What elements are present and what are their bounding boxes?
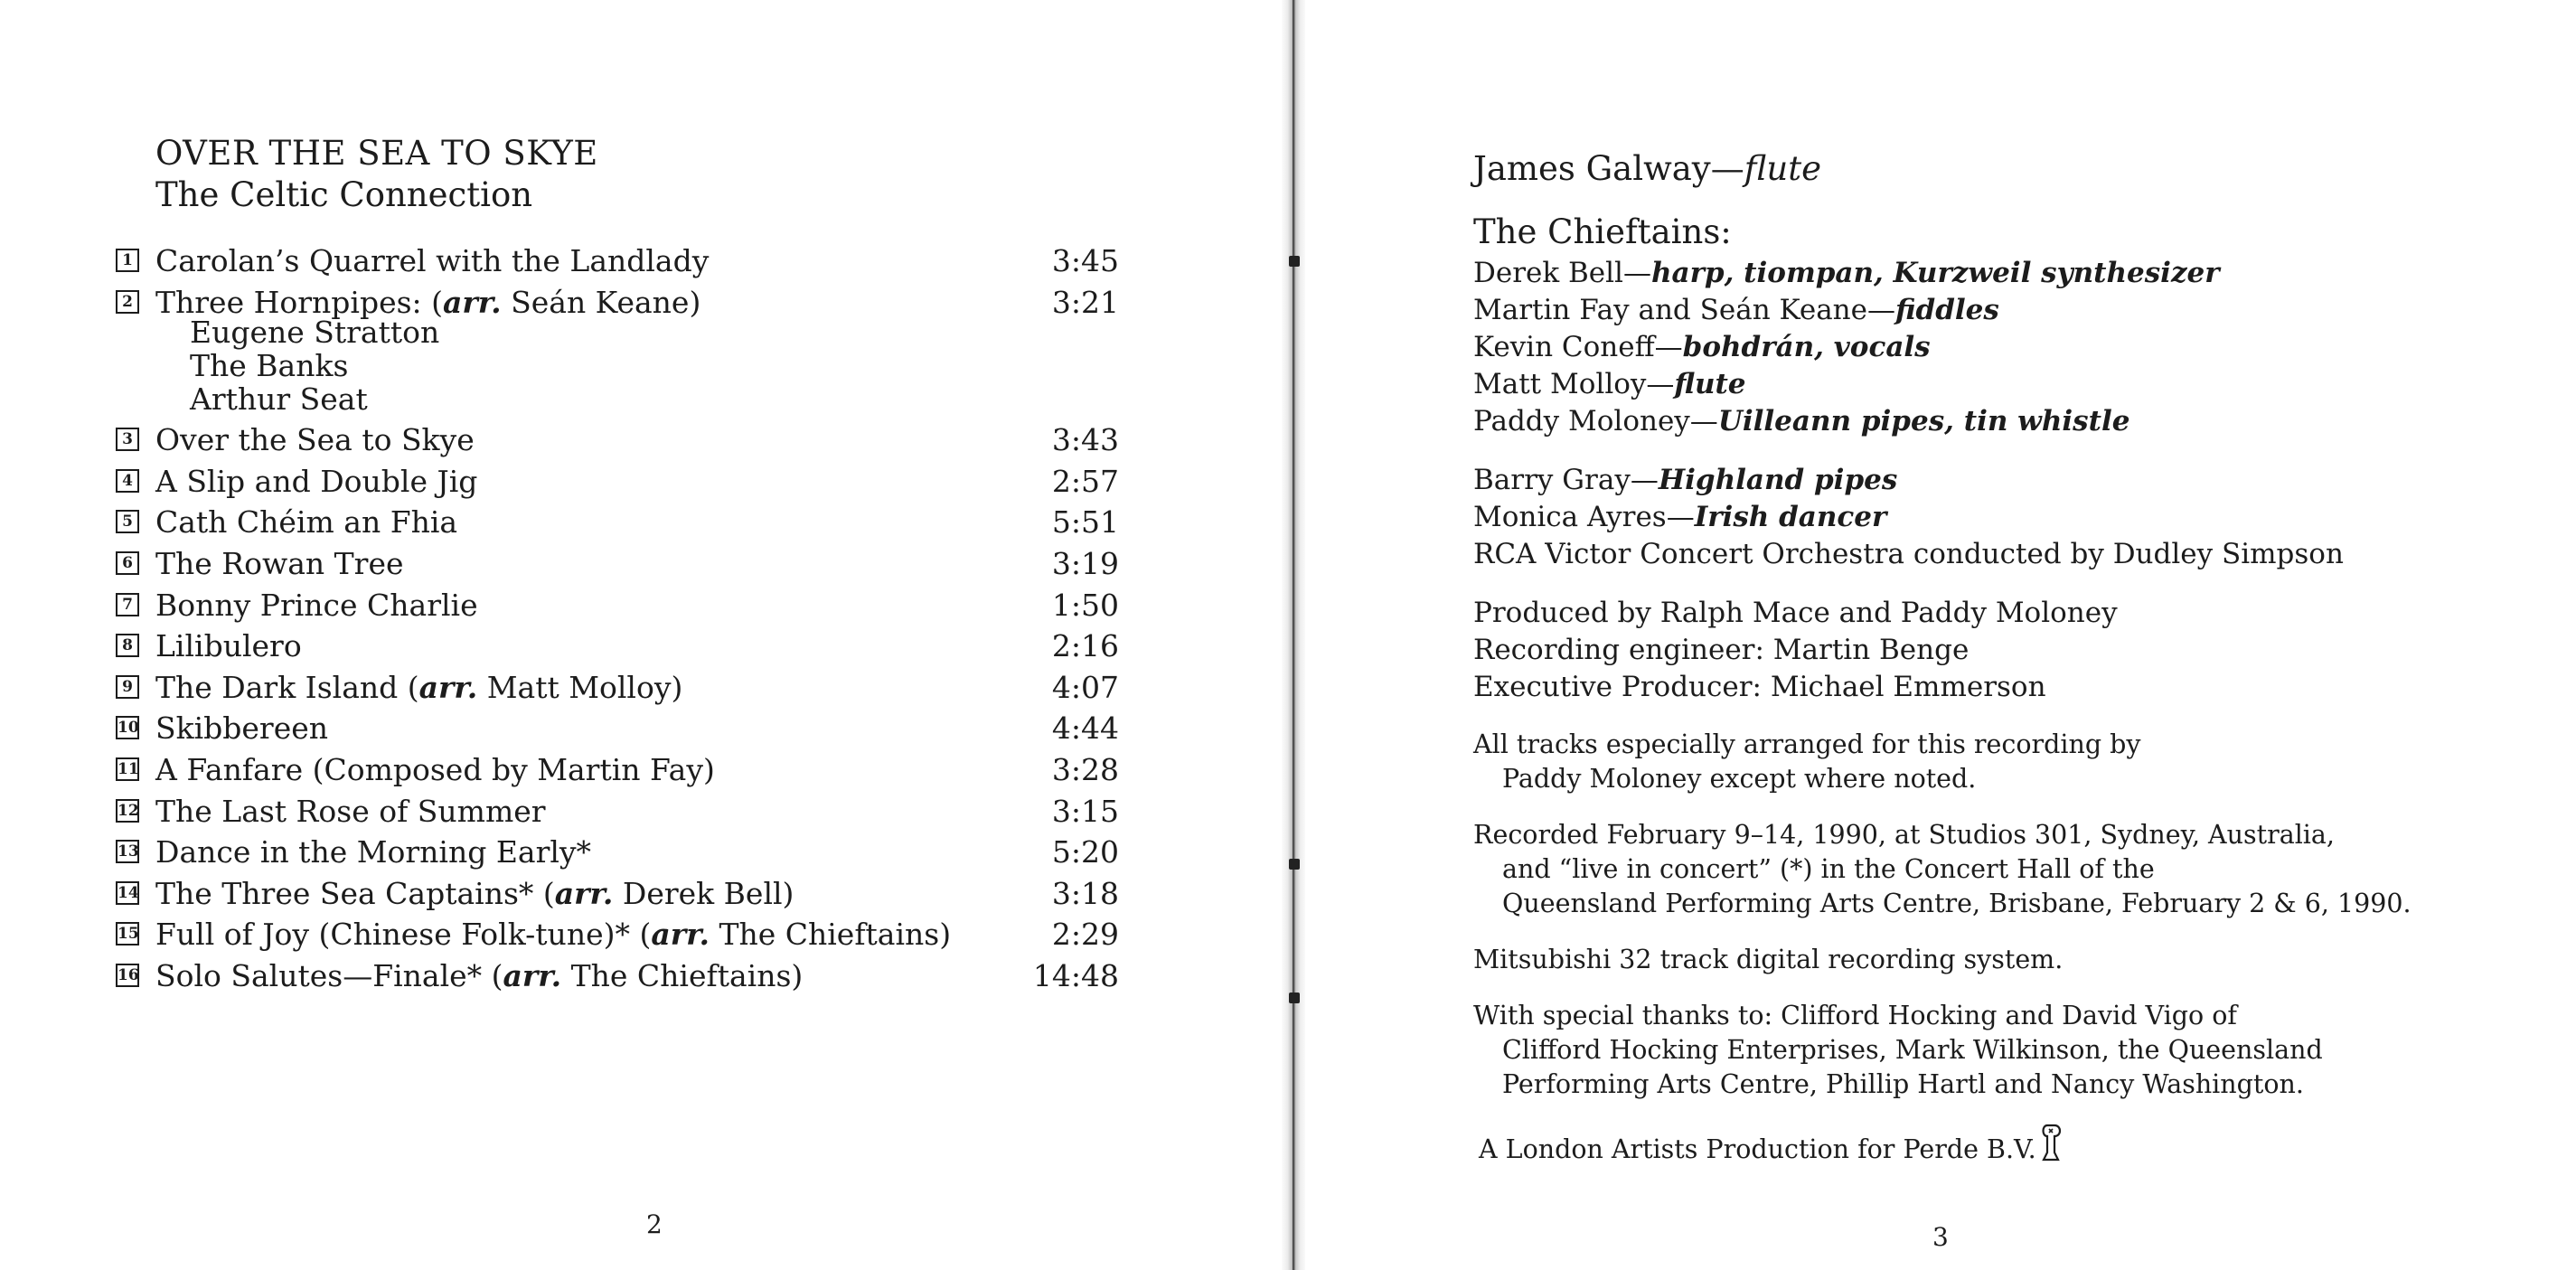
track-row (116, 626, 1119, 667)
production-credit-text: A London Artists Production for Perde B.V. (1479, 1134, 2036, 1164)
credits (1473, 146, 2522, 1171)
track-title (155, 667, 682, 709)
staple (1289, 992, 1300, 1003)
track-number: 14 (116, 881, 139, 905)
track-row (116, 667, 1119, 709)
track-row (116, 708, 1119, 749)
performer-name: Paddy Moloney— (1473, 405, 1718, 437)
track-row (116, 502, 1119, 543)
track-title (155, 832, 591, 873)
track-duration: 1:50 (1051, 587, 1119, 623)
track-number: 13 (116, 840, 139, 863)
member-credit (1473, 292, 2522, 329)
production-line: Recording engineer: Martin Benge (1473, 634, 1970, 666)
guest-list (1473, 462, 2522, 573)
track-duration: 3:45 (1051, 243, 1119, 278)
group-heading: The Chieftains: (1473, 212, 1732, 251)
track-title (155, 461, 477, 503)
track-row (116, 585, 1119, 626)
track-duration: 2:16 (1051, 628, 1119, 664)
title-text: The Three Sea Captains* ( (155, 875, 555, 911)
performer-name: Martin Fay and Seán Keane— (1473, 294, 1895, 326)
production-credits (1473, 595, 2522, 706)
title-text: Three Hornpipes: ( (155, 284, 444, 320)
title-text: A Fanfare (Composed by Martin Fay) (155, 751, 715, 787)
track-list (116, 240, 1119, 997)
track-number: 16 (116, 964, 139, 987)
track-number: 10 (116, 716, 139, 739)
performer-role: harp, tiompan, Kurzweil synthesizer (1650, 257, 2220, 289)
page-number: 2 (646, 1209, 663, 1239)
title-text: Skibbereen (155, 710, 329, 747)
recording-note (1473, 818, 2522, 921)
track-duration: 4:07 (1051, 669, 1119, 705)
track-title (155, 955, 803, 997)
subtune-list (116, 315, 1119, 416)
system-note (1473, 943, 2522, 977)
title-text: The Chieftains) (561, 957, 804, 993)
track-duration: 3:18 (1051, 875, 1119, 911)
member-credit (1473, 329, 2522, 366)
performer-name: Derek Bell— (1473, 257, 1651, 289)
note-line: Mitsubishi 32 track digital recording system. (1473, 945, 2064, 974)
performer-role: Uilleann pipes, tin whistle (1717, 405, 2130, 437)
title-text: A Slip and Double Jig (155, 463, 478, 499)
title-text: Full of Joy (Chinese Folk-tune)* ( (155, 917, 652, 953)
subtune-title: Eugene Stratton (190, 315, 440, 351)
album-subtitle: The Celtic Connection (155, 175, 533, 214)
track-row (116, 955, 1119, 997)
track-title (155, 708, 328, 749)
track-number: 9 (116, 675, 139, 699)
note-line: With special thanks to: Clifford Hocking and David Vigo of (1473, 1001, 2237, 1030)
title-text: The Dark Island ( (155, 669, 419, 705)
performer-role: flute (1744, 149, 1821, 188)
thanks-note (1473, 999, 2522, 1102)
track-row (116, 282, 1119, 324)
track-row (116, 873, 1119, 915)
track-duration: 3:19 (1051, 545, 1119, 581)
note-line: Performing Arts Centre, Phillip Hartl and Nancy Washington. (1502, 1069, 2304, 1099)
track-number: 7 (116, 593, 139, 616)
track-title (155, 791, 546, 833)
performer-role: flute (1674, 368, 1746, 400)
title-text: Cath Chéim an Fhia (155, 504, 458, 541)
track-duration: 3:21 (1051, 284, 1119, 320)
title-text: Lilibulero (155, 628, 302, 664)
track-title (155, 873, 794, 915)
performer-name: James Galway— (1473, 149, 1744, 188)
perde-logo-icon (2040, 1124, 2064, 1171)
production-line: Produced by Ralph Mace and Paddy Moloney (1473, 597, 2118, 629)
production-credit (1473, 1124, 2522, 1171)
track-duration: 2:57 (1051, 463, 1119, 499)
track-number: 5 (116, 510, 139, 533)
member-credit (1473, 366, 2522, 403)
track-duration: 3:28 (1051, 751, 1119, 787)
track-number: 1 (116, 249, 139, 272)
title-text: Seán Keane) (501, 284, 701, 320)
title-text: Matt Molloy) (477, 669, 683, 705)
note-line: and “live in concert” (*) in the Concert Hall of the (1502, 854, 2155, 884)
track-duration: 3:43 (1051, 422, 1119, 458)
track-duration: 4:44 (1051, 710, 1119, 747)
track-duration: 3:15 (1051, 793, 1119, 829)
lead-performer (1473, 146, 2522, 192)
title-text: The Last Rose of Summer (155, 793, 546, 829)
track-duration: 5:51 (1051, 504, 1119, 541)
performer-role: fiddles (1894, 294, 1999, 326)
track-row (116, 749, 1119, 791)
track-title (155, 543, 404, 585)
track-title (155, 626, 302, 667)
title-text: Derek Bell) (613, 875, 794, 911)
track-number: 12 (116, 799, 139, 823)
track-title (155, 419, 475, 461)
performer-name: RCA Victor Concert Orchestra conducted by Dudley Simpson (1473, 538, 2344, 570)
track-number: 2 (116, 290, 139, 314)
member-credit (1473, 255, 2522, 292)
arrangement-note (1473, 728, 2522, 796)
title-text: The Chieftains) (709, 917, 952, 953)
performer-name: Kevin Coneff— (1473, 331, 1683, 363)
track-number: 11 (116, 757, 139, 781)
member-list (1473, 255, 2522, 440)
note-line: All tracks especially arranged for this recording by (1473, 729, 2141, 759)
track-title (155, 914, 951, 955)
title-text: Bonny Prince Charlie (155, 587, 478, 623)
track-duration: 2:29 (1051, 917, 1119, 953)
booklet-spine (1282, 0, 1305, 1270)
page-number: 3 (1932, 1222, 1949, 1252)
guest-credit (1473, 499, 2522, 536)
track-title (155, 749, 715, 791)
performer-name: Matt Molloy— (1473, 368, 1675, 400)
track-number: 4 (116, 469, 139, 493)
subtune-title: Arthur Seat (190, 381, 368, 418)
album-title: OVER THE SEA TO SKYE (155, 134, 598, 173)
track-row (116, 914, 1119, 955)
track-number: 15 (116, 922, 139, 945)
staple (1289, 256, 1300, 267)
performer-name: Monica Ayres— (1473, 501, 1695, 533)
track-duration: 5:20 (1051, 834, 1119, 870)
member-credit (1473, 403, 2522, 440)
title-text: The Rowan Tree (155, 545, 404, 581)
title-text: Dance in the Morning Early* (155, 834, 592, 870)
track-row (116, 240, 1119, 282)
track-row (116, 791, 1119, 833)
staple (1289, 859, 1300, 870)
track-number: 8 (116, 634, 139, 657)
note-line: Paddy Moloney except where noted. (1502, 764, 1977, 794)
production-line: Executive Producer: Michael Emmerson (1473, 671, 2046, 703)
track-title (155, 502, 457, 543)
arranger-abbrev: arr. (554, 875, 614, 911)
note-line: Clifford Hocking Enterprises, Mark Wilkinson, the Queensland (1502, 1035, 2323, 1065)
title-text: Solo Salutes—Finale* ( (155, 957, 503, 993)
track-title (155, 282, 700, 324)
track-row (116, 419, 1119, 461)
performer-role: Highland pipes (1658, 464, 1898, 496)
track-number: 3 (116, 428, 139, 451)
arranger-abbrev: arr. (503, 957, 562, 993)
performer-role: Irish dancer (1694, 501, 1887, 533)
title-text: Over the Sea to Skye (155, 422, 475, 458)
performer-role: bohdrán, vocals (1682, 331, 1931, 363)
arranger-abbrev: arr. (651, 917, 710, 953)
track-title (155, 585, 478, 626)
track-duration: 14:48 (1032, 957, 1119, 993)
track-row (116, 543, 1119, 585)
arranger-abbrev: arr. (443, 284, 502, 320)
guest-credit (1473, 462, 2522, 499)
guest-credit (1473, 536, 2522, 573)
note-line: Queensland Performing Arts Centre, Brisbane, February 2 & 6, 1990. (1502, 889, 2411, 918)
arranger-abbrev: arr. (418, 669, 478, 705)
title-text: Carolan’s Quarrel with the Landlady (155, 243, 710, 278)
track-title (155, 240, 709, 282)
track-number: 6 (116, 551, 139, 575)
performer-name: Barry Gray— (1473, 464, 1659, 496)
note-line: Recorded February 9–14, 1990, at Studios 301, Sydney, Australia, (1473, 820, 2335, 850)
track-row (116, 461, 1119, 503)
subtune-title: The Banks (190, 348, 349, 384)
booklet-page-left (0, 0, 1282, 1270)
track-row (116, 832, 1119, 873)
